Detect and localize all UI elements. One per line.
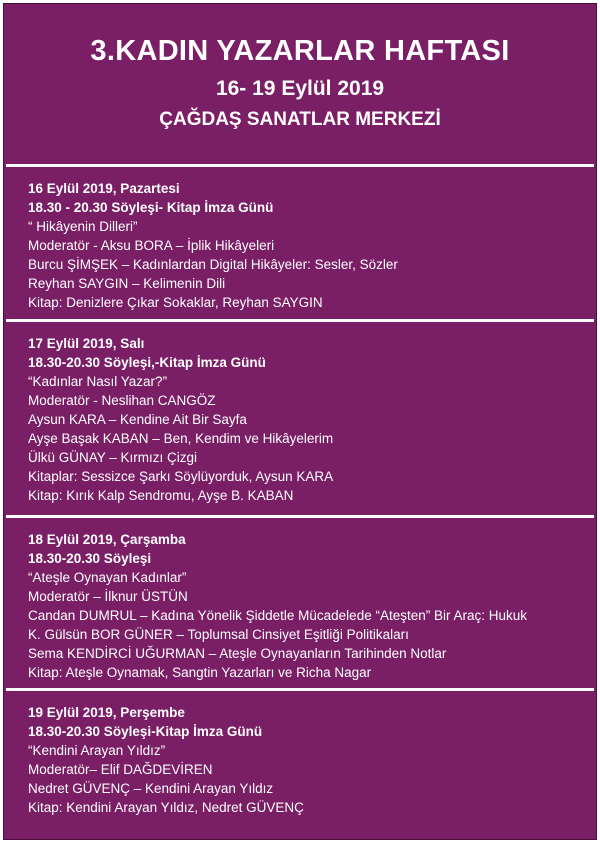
moderator-line: Moderatör – İlknur ÜSTÜN [28, 589, 188, 604]
day-heading: 16 Eylül 2019, Pazartesi [28, 181, 180, 196]
day-heading: 19 Eylül 2019, Perşembe [28, 705, 185, 720]
book-line: Kitap: Kendini Arayan Yıldız, Nedret GÜVENÇ [28, 800, 304, 815]
event-dates: 16- 19 Eylül 2019 [215, 77, 385, 100]
day-section-2 [4, 322, 596, 515]
speaker-line: Ayşe Başak KABAN – Ben, Kendim ve Hikâyelerim [28, 431, 334, 446]
speaker-line: Candan DUMRUL – Kadına Yönelik Şiddetle Mücadelede “Ateşten” Bir Araç: Hukuk [28, 608, 528, 623]
book-line: Kitap: Kırık Kalp Sendromu, Ayşe B. KABAN [28, 488, 294, 503]
session-time: 18.30-20.30 Söyleşi [28, 551, 152, 566]
day-heading: 18 Eylül 2019, Çarşamba [28, 532, 186, 547]
book-line: Kitaplar: Sessizce Şarkı Söylüyorduk, Aysun KARA [28, 469, 334, 484]
event-poster [3, 3, 597, 840]
moderator-line: Moderatör - Aksu BORA – İplik Hikâyeleri [28, 238, 275, 253]
speaker-line: Burcu ŞİMŞEK – Kadınlardan Digital Hikâyeler: Sesler, Sözler [28, 257, 398, 272]
topic-title: “Kadınlar Nasıl Yazar?” [28, 374, 168, 389]
event-title: 3.KADIN YAZARLAR HAFTASI [90, 35, 510, 67]
book-line: Kitap: Denizlere Çıkar Sokaklar, Reyhan SAYGIN [28, 295, 323, 310]
speaker-line: Ülkü GÜNAY – Kırmızı Çizgi [28, 450, 198, 465]
session-time: 18.30 - 20.30 Söyleşi- Kitap İmza Günü [28, 200, 274, 215]
day-section-4 [4, 691, 596, 841]
event-venue: ÇAĞDAŞ SANATLAR MERKEZİ [159, 109, 441, 130]
day-section-3 [4, 518, 596, 688]
day-section-1 [4, 167, 596, 319]
moderator-line: Moderatör– Elif DAĞDEVİREN [28, 762, 213, 777]
topic-title: “ Hikâyenin Dilleri” [28, 219, 138, 234]
book-line: Kitap: Ateşle Oynamak, Sangtin Yazarları ve Richa Nagar [28, 665, 372, 680]
speaker-line: Nedret GÜVENÇ – Kendini Arayan Yıldız [28, 781, 274, 796]
session-time: 18.30-20.30 Söyleşi-Kitap İmza Günü [28, 724, 263, 739]
poster-header [4, 4, 596, 164]
moderator-line: Moderatör - Neslihan CANGÖZ [28, 393, 216, 408]
session-time: 18.30-20.30 Söyleşi,-Kitap İmza Günü [28, 355, 266, 370]
speaker-line: Aysun KARA – Kendine Ait Bir Sayfa [28, 412, 247, 427]
speaker-line: K. Gülsün BOR GÜNER – Toplumsal Cinsiyet Eşitliği Politikaları [28, 627, 409, 642]
day-heading: 17 Eylül 2019, Salı [28, 336, 145, 351]
topic-title: “Kendini Arayan Yıldız” [28, 743, 166, 758]
speaker-line: Sema KENDİRCİ UĞURMAN – Ateşle Oynayanların Tarihinden Notlar [28, 646, 447, 661]
speaker-line: Reyhan SAYGIN – Kelimenin Dili [28, 276, 226, 291]
topic-title: “Ateşle Oynayan Kadınlar” [28, 570, 187, 585]
